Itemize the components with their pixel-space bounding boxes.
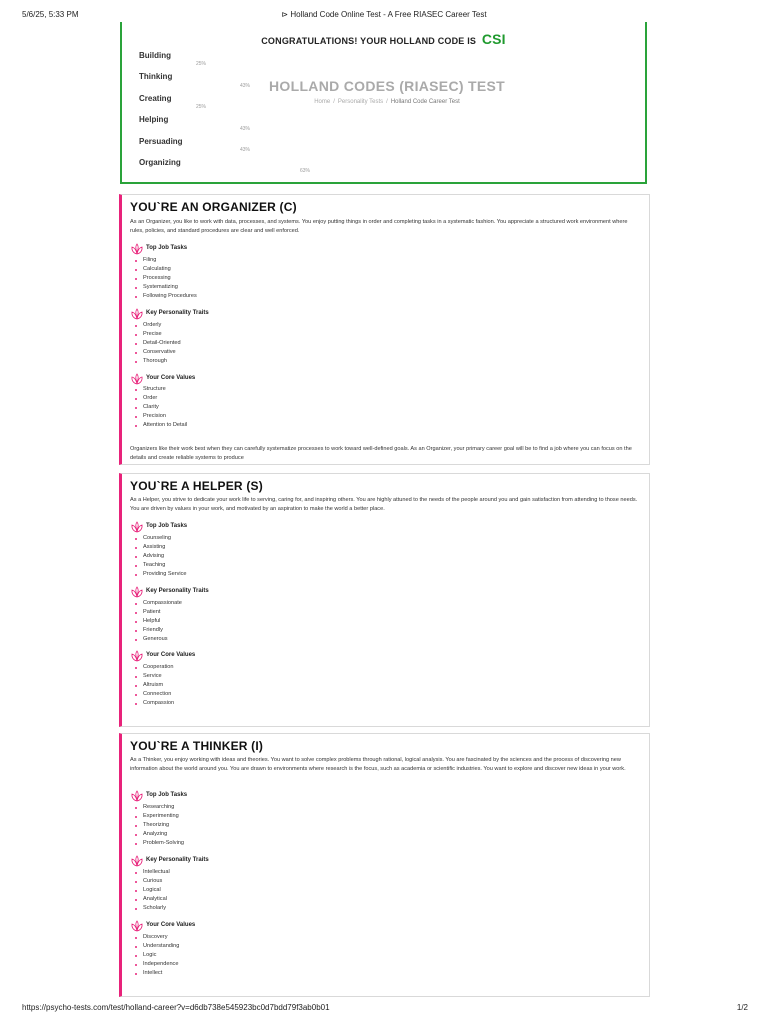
key-personality-traits-label: Key Personality Traits	[146, 588, 209, 594]
list-item: Altruism	[134, 681, 174, 690]
list-item: Attention to Detail	[134, 421, 187, 430]
score-label-building: Building	[139, 51, 171, 60]
breadcrumb-current: Holland Code Career Test	[390, 99, 460, 105]
list-item: Precision	[134, 412, 187, 421]
list-item: Conservative	[134, 348, 181, 357]
congrats-heading	[122, 31, 645, 47]
print-datetime: 5/6/25, 5:33 PM	[22, 10, 79, 19]
list-item: Following Procedures	[134, 292, 197, 301]
task-list	[134, 803, 184, 848]
lotus-icon	[130, 307, 144, 321]
list-item: Theorizing	[134, 821, 184, 830]
lotus-icon	[130, 649, 144, 663]
print-url: https://psycho-tests.com/test/holland-career?v=d6db738e545923bc0d7bdd79f3ab0b01	[22, 1003, 330, 1012]
breadcrumb-home[interactable]: Home	[314, 99, 331, 105]
list-item: Order	[134, 394, 187, 403]
list-item: Discovery	[134, 933, 179, 942]
score-percent-thinking: 43%	[240, 83, 251, 89]
test-title: HOLLAND CODES (RIASEC) TEST	[269, 78, 505, 94]
task-list	[134, 256, 197, 301]
list-item: Patient	[134, 608, 182, 617]
score-percent-organizing: 63%	[300, 168, 311, 174]
list-item: Cooperation	[134, 663, 174, 672]
score-label-helping: Helping	[139, 115, 169, 124]
list-item: Friendly	[134, 626, 182, 635]
lotus-icon	[130, 372, 144, 386]
score-percent-creating: 25%	[196, 104, 207, 110]
list-item: Scholarly	[134, 904, 170, 913]
list-item: Counseling	[134, 534, 187, 543]
list-item: Teaching	[134, 561, 187, 570]
list-item: Systematizing	[134, 283, 197, 292]
list-item: Logical	[134, 886, 170, 895]
list-item: Analyzing	[134, 830, 184, 839]
list-item: Service	[134, 672, 174, 681]
section-description: As a Helper, you strive to dedicate your work life to serving, caring for, and inspiring others. You are highly attuned to the needs of the people around you and gain satisfaction from attending to those needs. You are driven by values in your work, and motivated by an aspiration to make the world a better place.	[130, 497, 638, 512]
trait-list	[134, 599, 182, 644]
score-percent-persuading: 43%	[240, 147, 251, 153]
task-list	[134, 534, 187, 579]
list-item: Helpful	[134, 617, 182, 626]
list-item: Experimenting	[134, 812, 184, 821]
breadcrumb-personality-tests[interactable]: Personality Tests	[337, 99, 384, 105]
score-label-persuading: Persuading	[139, 137, 183, 146]
section-description: As an Organizer, you like to work with data, processes, and systems. You enjoy putting things in order and completing tasks in a systematic fashion. You appreciate a structured work environment where rules, policies, and standard procedures are clear and well enforced.	[130, 219, 628, 234]
value-list	[134, 663, 174, 708]
score-percent-helping: 43%	[240, 126, 251, 132]
lotus-icon	[130, 242, 144, 256]
top-job-tasks-label: Top Job Tasks	[146, 245, 188, 251]
list-item: Researching	[134, 803, 184, 812]
list-item: Thorough	[134, 357, 181, 366]
holland-code: CSI	[481, 31, 506, 47]
list-item: Curious	[134, 877, 170, 886]
score-label-thinking: Thinking	[139, 72, 173, 81]
list-item: Problem-Solving	[134, 839, 184, 848]
score-label-organizing: Organizing	[139, 158, 181, 167]
list-item: Advising	[134, 552, 187, 561]
lotus-icon	[130, 585, 144, 599]
list-item: Generous	[134, 635, 182, 644]
list-item: Analytical	[134, 895, 170, 904]
breadcrumb-separator: /	[386, 99, 388, 105]
list-item: Detail-Oriented	[134, 339, 181, 348]
list-item: Structure	[134, 385, 187, 394]
score-percent-building: 25%	[196, 61, 207, 67]
value-list	[134, 385, 187, 430]
list-item: Processing	[134, 274, 197, 283]
list-item: Filing	[134, 256, 197, 265]
list-item: Compassion	[134, 699, 174, 708]
results-panel	[120, 22, 647, 184]
trait-list	[134, 321, 181, 366]
breadcrumb	[252, 99, 522, 105]
lotus-icon	[130, 789, 144, 803]
helper-section	[119, 473, 650, 727]
lotus-icon	[130, 919, 144, 933]
list-item: Compassionate	[134, 599, 182, 608]
list-item: Logic	[134, 951, 179, 960]
print-page-number: 1/2	[736, 1003, 748, 1012]
congrats-text: CONGRATULATIONS! YOUR HOLLAND CODE IS	[261, 36, 477, 46]
list-item: Calculating	[134, 265, 197, 274]
core-values-label: Your Core Values	[146, 652, 196, 658]
core-values-label: Your Core Values	[146, 922, 196, 928]
lotus-icon	[130, 854, 144, 868]
breadcrumb-separator: /	[333, 99, 335, 105]
value-list	[134, 933, 179, 978]
list-item: Understanding	[134, 942, 179, 951]
key-personality-traits-label: Key Personality Traits	[146, 310, 209, 316]
core-values-label: Your Core Values	[146, 375, 196, 381]
section-description: As a Thinker, you enjoy working with ideas and theories. You want to solve complex problems through rational, logical analysis. You are fascinated by the sciences and the process of discovering new information about the world around you. You are drawn to environments where research is the focus, such as academia or scientific industries. You want to explore and discover new ideas in your work.	[130, 757, 626, 772]
list-item: Intellect	[134, 969, 179, 978]
list-item: Connection	[134, 690, 174, 699]
trait-list	[134, 868, 170, 913]
organizer-section	[119, 194, 650, 465]
list-item: Independence	[134, 960, 179, 969]
list-item: Clarity	[134, 403, 187, 412]
section-closing-text: Organizers like their work best when they can carefully systematize processes to work toward well-defined goals. As an Organizer, your primary career goal will be to find a job where you can focus on the details and create reliable systems to produce	[130, 446, 632, 461]
list-item: Intellectual	[134, 868, 170, 877]
list-item: Orderly	[134, 321, 181, 330]
list-item: Precise	[134, 330, 181, 339]
top-job-tasks-label: Top Job Tasks	[146, 523, 188, 529]
section-title: YOU`RE AN ORGANIZER (C)	[130, 200, 297, 214]
section-title: YOU`RE A HELPER (S)	[130, 479, 263, 493]
score-label-creating: Creating	[139, 94, 172, 103]
section-title: YOU`RE A THINKER (I)	[130, 739, 264, 753]
top-job-tasks-label: Top Job Tasks	[146, 792, 188, 798]
key-personality-traits-label: Key Personality Traits	[146, 857, 209, 863]
list-item: Providing Service	[134, 570, 187, 579]
print-page-title: ⊳ Holland Code Online Test - A Free RIASEC Career Test	[281, 10, 487, 19]
list-item: Assisting	[134, 543, 187, 552]
lotus-icon	[130, 520, 144, 534]
thinker-section	[119, 733, 650, 997]
